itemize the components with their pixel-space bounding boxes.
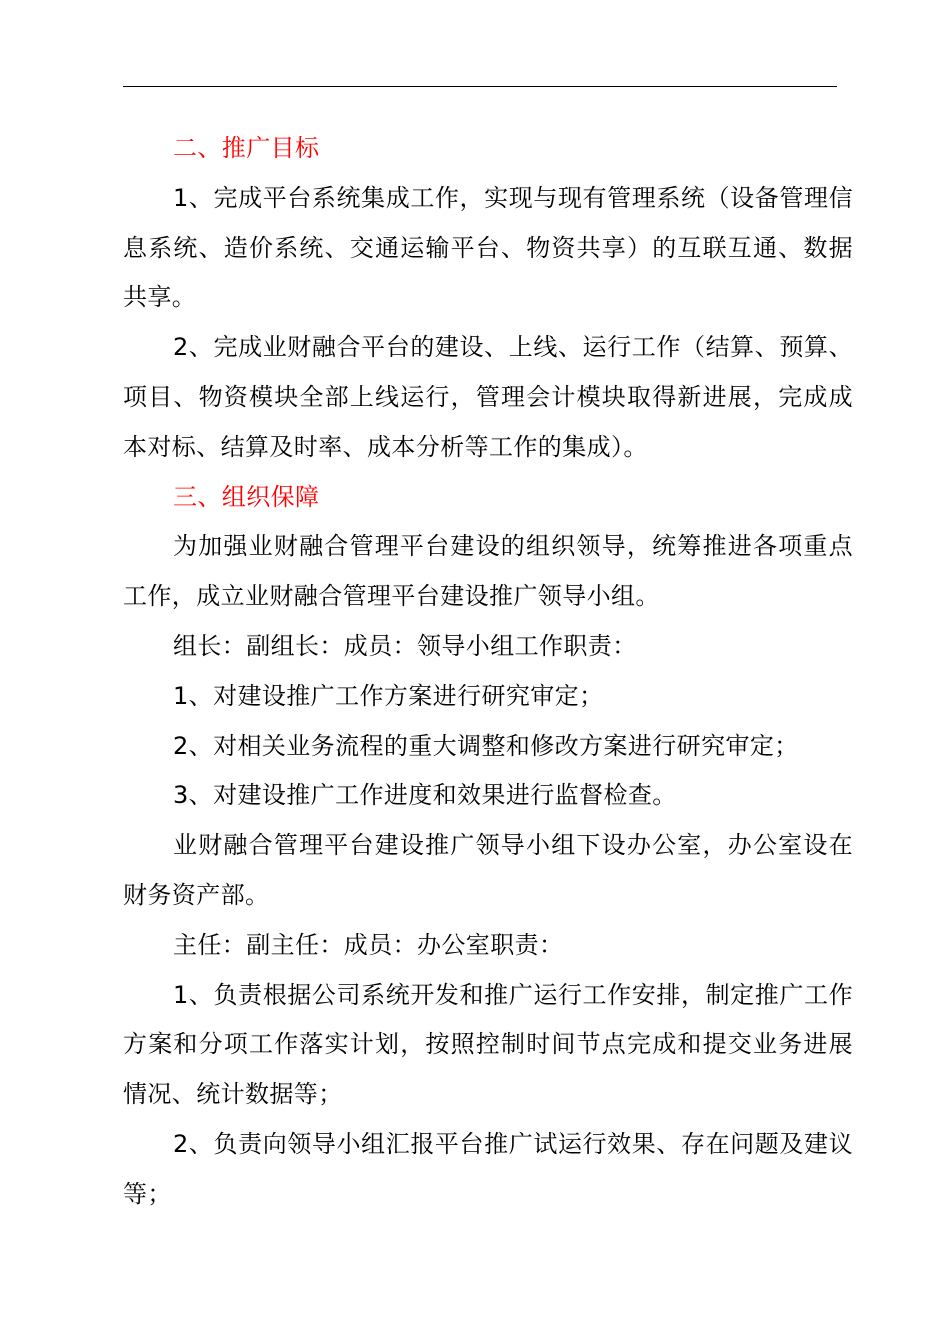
header-rule bbox=[123, 86, 837, 87]
goal-paragraph-2: 2、完成业财融合平台的建设、上线、运行工作（结算、预算、项目、物资模块全部上线运行，管理会计模块取得新进展，完成成本对标、结算及时率、成本分析等工作的集成）。 bbox=[123, 333, 853, 461]
office-duty-2: 2、负责向领导小组汇报平台推广试运行效果、存在问题及建议等； bbox=[123, 1129, 853, 1208]
document-body bbox=[123, 124, 853, 1220]
goal-paragraph-1: 1、完成平台系统集成工作，实现与现有管理系统（设备管理信息系统、造价系统、交通运输平台、物资共享）的互联互通、数据共享。 bbox=[123, 183, 853, 312]
leader-roles-line: 组长：副组长：成员：领导小组工作职责： bbox=[173, 631, 637, 660]
section-heading-organization: 三、组织保障 bbox=[173, 482, 320, 511]
leader-duty-3: 3、对建设推广工作进度和效果进行监督检查。 bbox=[173, 781, 677, 810]
office-duty-1: 1、负责根据公司系统开发和推广运行工作安排，制定推广工作方案和分项工作落实计划，按照控制时间节点完成和提交业务进展情况、统计数据等； bbox=[123, 980, 853, 1109]
office-roles-line: 主任：副主任：成员：办公室职责： bbox=[173, 930, 564, 959]
organization-intro-paragraph: 为加强业财融合管理平台建设的组织领导，统筹推进各项重点工作，成立业财融合管理平台建设推广领导小组。 bbox=[123, 532, 853, 611]
office-intro-paragraph: 业财融合管理平台建设推广领导小组下设办公室，办公室设在财务资产部。 bbox=[123, 831, 853, 909]
leader-duty-2: 2、对相关业务流程的重大调整和修改方案进行研究审定； bbox=[173, 731, 799, 760]
leader-duty-1: 1、对建设推广工作方案进行研究审定； bbox=[173, 681, 604, 710]
section-heading-goals: 二、推广目标 bbox=[173, 134, 320, 162]
